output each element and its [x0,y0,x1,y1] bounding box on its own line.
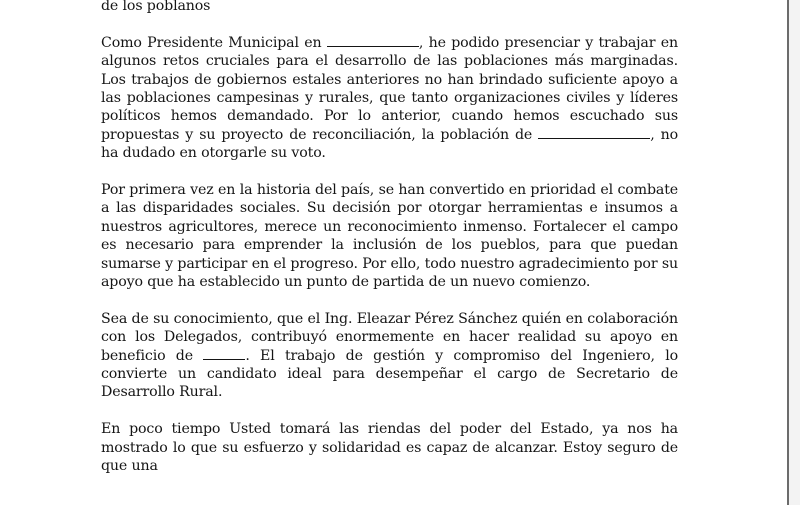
fill-in-blank-population [538,127,650,139]
window-gutter [789,0,800,505]
paragraph-text-middle: , he podido presenciar y trabajar en algunos retos cruciales para el desarrollo de las poblaciones más marginadas. Los trabajos de gobiernos estales anteriores no han brindado suficiente apoyo a las poblaciones campesinas y rurales, que tanto organizaciones civiles y líderes políticos hemos demandado. Por lo anterior, cuando hemos escuchado sus propuestas y su proyecto de reconciliación, la población de [101,34,678,143]
paragraph-text: En poco tiempo Usted tomará las riendas del poder del Estado, ya nos ha mostrado lo que su esfuerzo y solidaridad es capaz de alcanzar. Estoy seguro de que una [101,421,678,475]
paragraph-text-start: Como Presidente Municipal en [101,34,327,51]
paragraph-text-end: , no ha dudado en otorgarle su voto. [101,126,678,162]
fill-in-blank-municipality [327,35,419,47]
fill-in-blank-beneficiary [203,348,245,360]
paragraph-social-disparities [101,181,678,291]
paragraph-text: Por primera vez en la historia del país, se han convertido en prioridad el combate a las disparidades sociales. Su decisión por otorgar herramientas e insumos a nuestros agricultores, merece un reconocimiento inmenso. Fortalecer el campo es necesario para emprender la inclusión de los pueblos, para que puedan sumarse y participar en el progreso. Por ello, todo nuestro agradecimiento por su apoyo que ha establecido un punto de partida de un nuevo comienzo. [101,182,678,291]
paragraph-municipal-president [101,34,678,163]
paragraph-text: de los poblanos [101,0,211,14]
paragraph-closing-fragment [101,420,678,475]
paragraph-text-start: Sea de su conocimiento, que el Ing. Eleazar Pérez Sánchez quién en colaboración con los Delegados, contribuyó enormemente en hacer realidad su apoyo en beneficio de [101,310,678,364]
paragraph-engineer-recommendation [101,310,678,402]
letter-body [101,0,678,494]
paragraph-text-end: . El trabajo de gestión y compromiso del Ingeniero, lo convierte un candidato ideal para desempeñar el cargo de Secretario de Desarrollo Rural. [101,347,678,401]
paragraph-fragment-top [101,0,678,15]
